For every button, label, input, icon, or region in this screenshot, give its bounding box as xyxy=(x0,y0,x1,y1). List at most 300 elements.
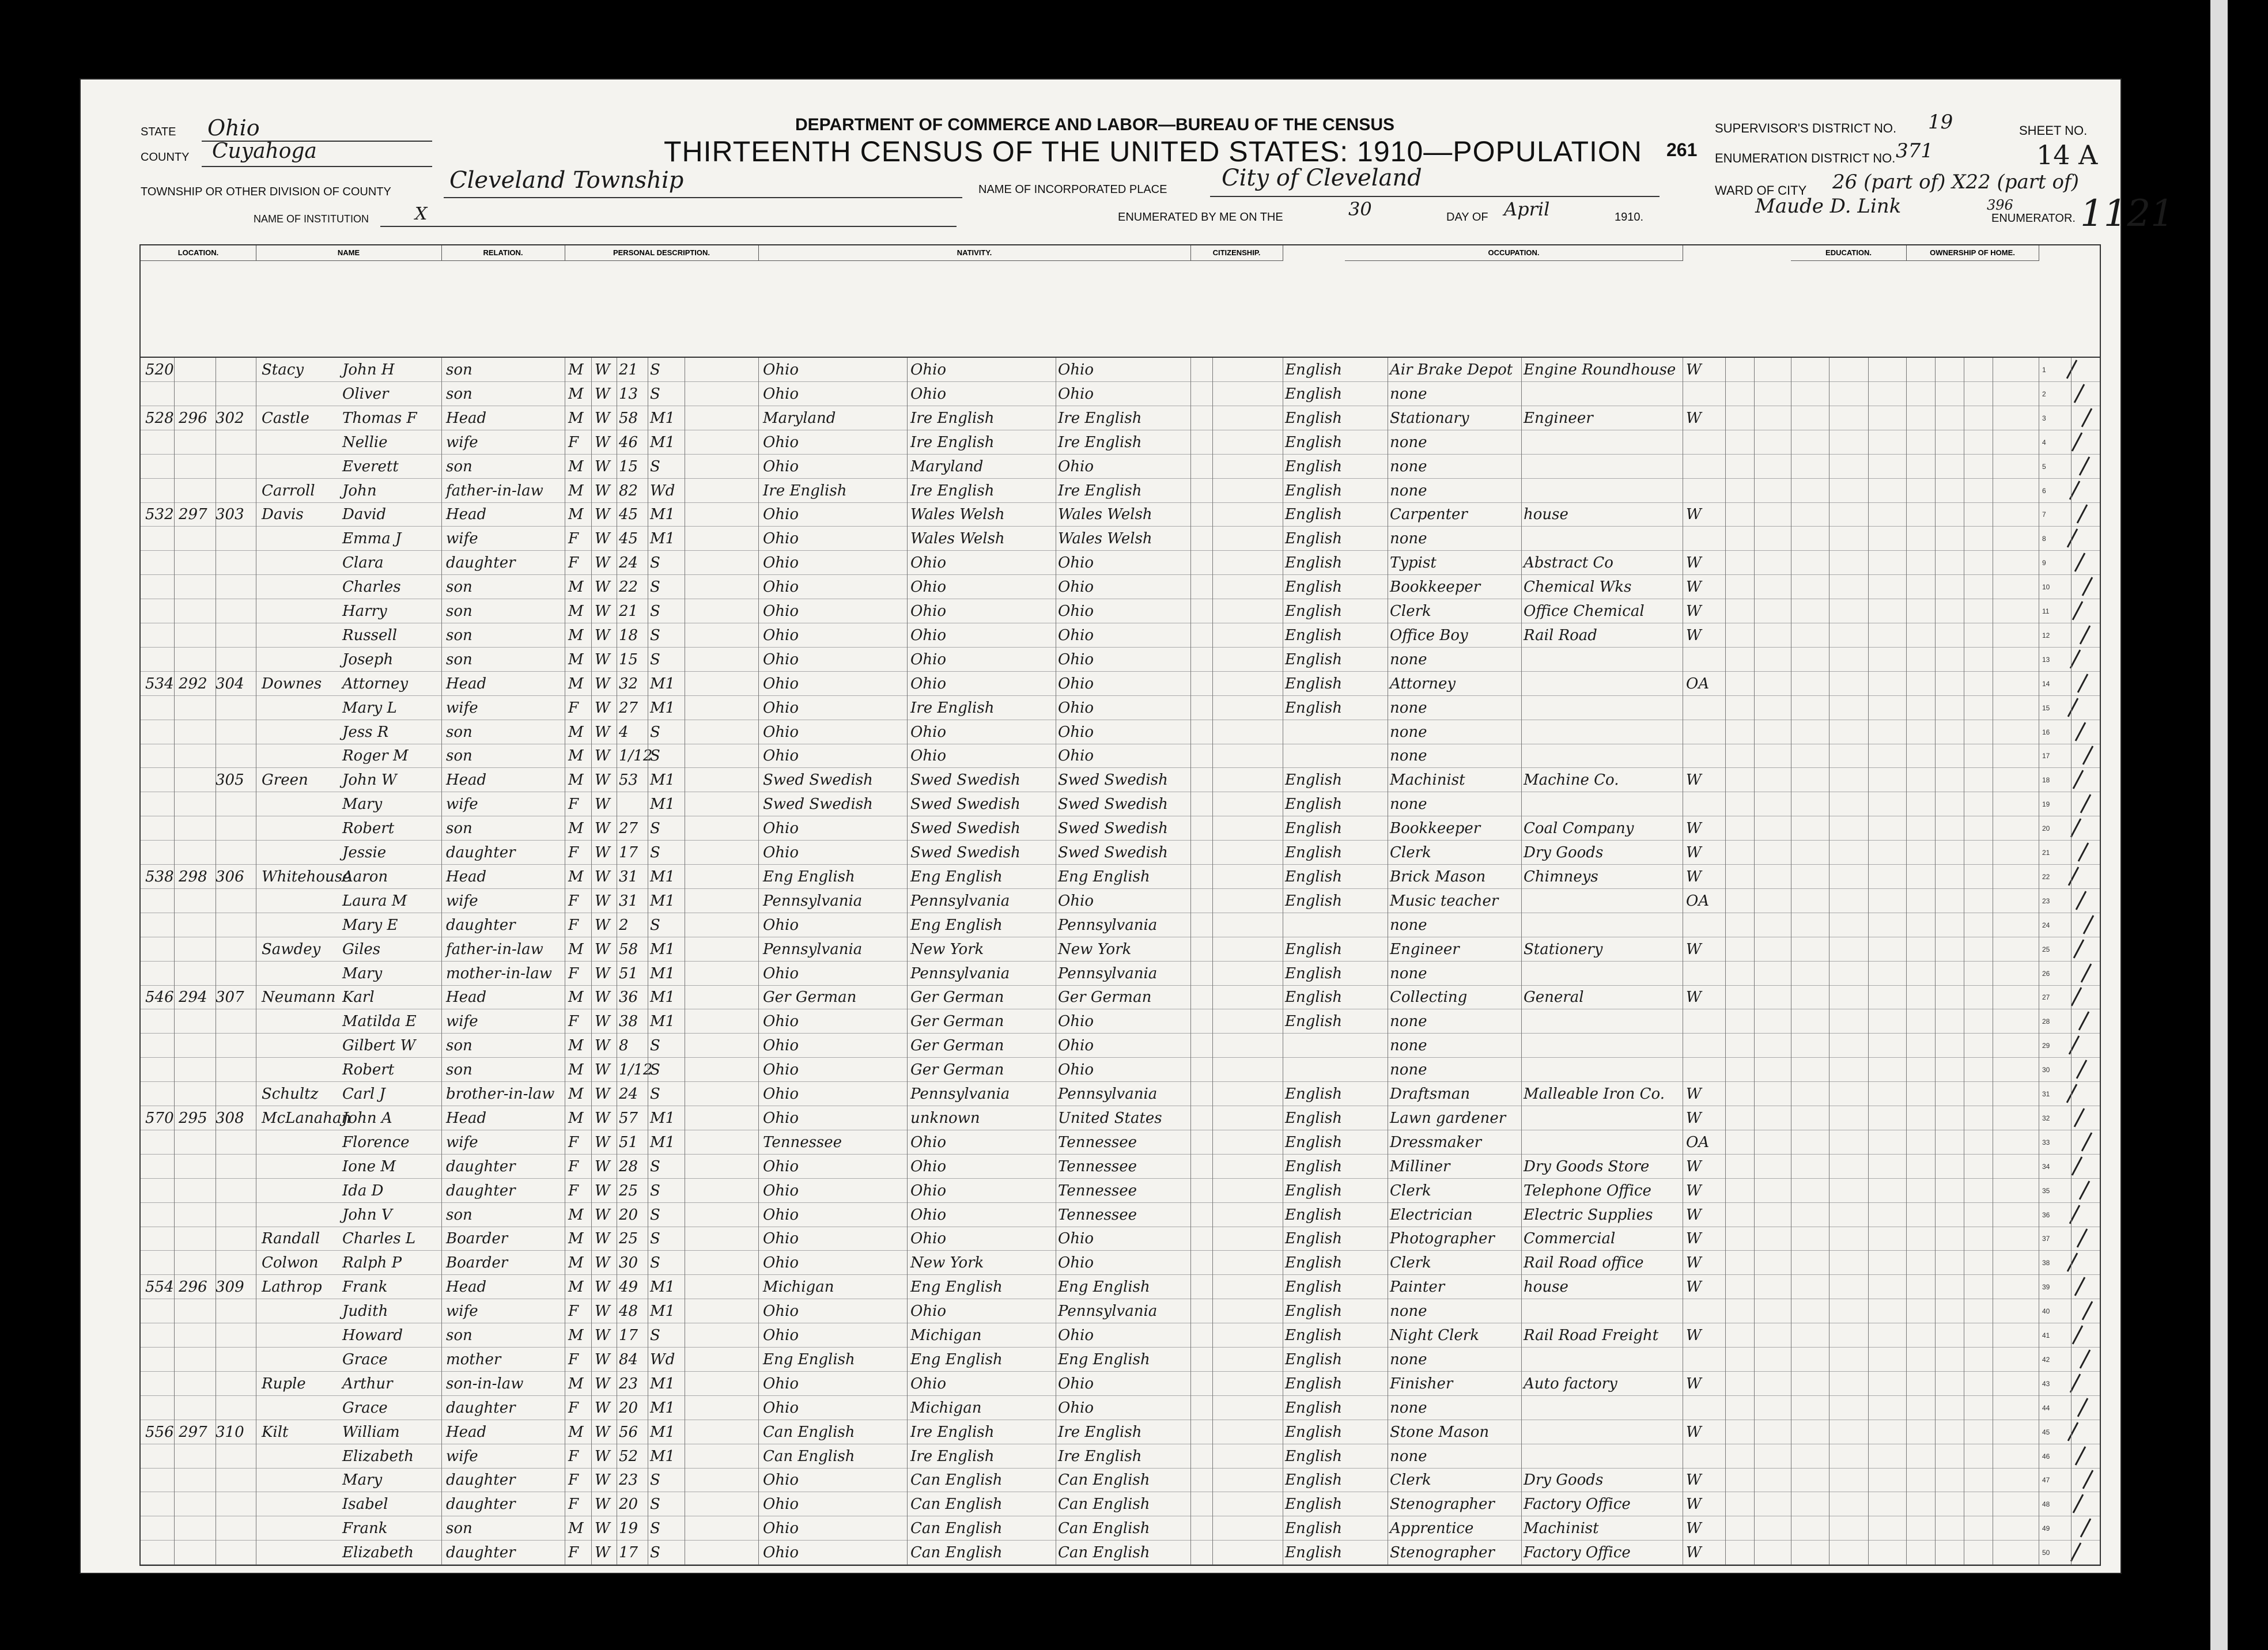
marital-status-cell: M1 xyxy=(650,1013,675,1031)
mother-birthplace-cell: Ohio xyxy=(1058,361,1094,379)
age-cell: 13 xyxy=(619,385,638,403)
sex-cell: M xyxy=(568,361,584,379)
age-cell: 25 xyxy=(619,1230,638,1248)
trade-cell: none xyxy=(1390,1303,1427,1320)
line-number: 33 xyxy=(2042,1138,2050,1146)
language-cell: English xyxy=(1285,1085,1343,1103)
birthplace-cell: Ohio xyxy=(763,1013,799,1031)
birthplace-cell: Maryland xyxy=(763,409,836,427)
birthplace-cell: Ohio xyxy=(763,1182,799,1199)
age-cell: 82 xyxy=(619,482,638,499)
given-name-cell: Gilbert W xyxy=(342,1037,416,1055)
line-number: 29 xyxy=(2042,1042,2050,1050)
marital-status-cell: M1 xyxy=(650,1375,675,1392)
marital-status-cell: S xyxy=(650,1254,660,1272)
relation-cell: daughter xyxy=(446,1399,516,1417)
line-number: 20 xyxy=(2042,824,2050,833)
department-line: DEPARTMENT OF COMMERCE AND LABOR—BUREAU OF THE CENSUS xyxy=(795,115,1394,134)
trade-cell: none xyxy=(1390,1350,1427,1368)
relation-cell: Head xyxy=(446,989,487,1006)
group-occupation: OCCUPATION. xyxy=(1345,245,1683,261)
language-cell: English xyxy=(1285,820,1343,838)
birthplace-cell: Ohio xyxy=(763,747,799,765)
birthplace-cell: Tennessee xyxy=(763,1133,842,1151)
marital-status-cell: S xyxy=(650,1520,660,1538)
surname-cell: Green xyxy=(262,771,308,789)
check-mark xyxy=(2081,963,2092,982)
age-cell: 21 xyxy=(619,361,638,379)
age-cell: 58 xyxy=(619,940,638,958)
language-cell: English xyxy=(1285,964,1343,982)
check-mark xyxy=(2077,673,2089,692)
birthplace-cell: Ohio xyxy=(763,433,799,451)
age-cell: 18 xyxy=(619,626,638,644)
age-cell: 19 xyxy=(619,1520,638,1538)
relation-cell: Head xyxy=(446,409,487,427)
mother-birthplace-cell: Ohio xyxy=(1058,699,1094,717)
check-mark xyxy=(2082,746,2094,765)
line-number: 7 xyxy=(2042,510,2046,519)
age-cell: 4 xyxy=(619,723,629,741)
given-name-cell: Jessie xyxy=(342,844,387,861)
race-cell: W xyxy=(595,1423,610,1441)
check-mark xyxy=(2071,987,2082,1006)
trade-cell: Carpenter xyxy=(1390,506,1468,524)
language-cell: English xyxy=(1285,675,1343,692)
check-mark xyxy=(2073,939,2085,958)
language-cell: English xyxy=(1285,940,1343,958)
street-number-cell: 520 xyxy=(145,361,174,379)
check-mark xyxy=(2076,1059,2088,1078)
line-number: 17 xyxy=(2042,752,2050,760)
race-cell: W xyxy=(595,457,610,475)
mother-birthplace-cell: Tennessee xyxy=(1058,1133,1137,1151)
street-number-cell: 528 xyxy=(145,409,174,427)
language-cell: English xyxy=(1285,1303,1343,1320)
film-edge xyxy=(2210,0,2228,1650)
dwelling-number-cell: 297 xyxy=(179,1423,207,1441)
father-birthplace-cell: Pennsylvania xyxy=(910,1085,1010,1103)
marital-status-cell: M1 xyxy=(650,964,675,982)
language-cell: English xyxy=(1285,1471,1343,1489)
sex-cell: M xyxy=(568,723,584,741)
marital-status-cell: M1 xyxy=(650,940,675,958)
table-row xyxy=(141,599,2100,623)
enumeration-district-value: 371 xyxy=(1896,139,1933,162)
table-row xyxy=(141,1420,2100,1444)
race-cell: W xyxy=(595,868,610,885)
language-cell: English xyxy=(1285,650,1343,668)
birthplace-cell: Ohio xyxy=(763,1085,799,1103)
marital-status-cell: M1 xyxy=(650,796,675,813)
mother-birthplace-cell: Ger German xyxy=(1058,989,1152,1006)
enumerator-name: Maude D. Link xyxy=(1755,195,1902,218)
column-rule xyxy=(1754,358,1755,1565)
marital-status-cell: M1 xyxy=(650,409,675,427)
page-number: 261 xyxy=(1666,139,1698,160)
table-row xyxy=(141,623,2100,648)
trade-cell: Milliner xyxy=(1390,1157,1450,1175)
check-mark xyxy=(2078,1012,2090,1031)
check-mark xyxy=(2067,698,2079,717)
birthplace-cell: Ohio xyxy=(763,723,799,741)
day-of-label: DAY OF xyxy=(1446,211,1488,224)
race-cell: W xyxy=(595,675,610,692)
marital-status-cell: S xyxy=(650,916,660,934)
trade-cell: none xyxy=(1390,650,1427,668)
race-cell: W xyxy=(595,578,610,596)
age-cell: 30 xyxy=(619,1254,638,1272)
column-rule xyxy=(758,358,759,1565)
relation-cell: son xyxy=(446,603,472,620)
line-number: 22 xyxy=(2042,872,2050,881)
marital-status-cell: S xyxy=(650,603,660,620)
birthplace-cell: Ohio xyxy=(763,1303,799,1320)
table-row xyxy=(141,358,2100,382)
column-rule xyxy=(1868,358,1869,1565)
column-rule xyxy=(591,358,592,1565)
relation-cell: daughter xyxy=(446,1157,516,1175)
age-cell: 24 xyxy=(619,1085,638,1103)
sex-cell: M xyxy=(568,409,584,427)
mother-birthplace-cell: Ohio xyxy=(1058,1037,1094,1055)
line-number: 44 xyxy=(2042,1403,2050,1412)
column-rule xyxy=(174,358,175,1565)
age-cell: 2 xyxy=(619,916,629,934)
mother-birthplace-cell: Ohio xyxy=(1058,1375,1094,1392)
check-mark xyxy=(2074,1108,2085,1127)
birthplace-cell: Ohio xyxy=(763,820,799,838)
age-cell: 20 xyxy=(619,1496,638,1513)
birthplace-cell: Ohio xyxy=(763,554,799,572)
marital-status-cell: S xyxy=(650,723,660,741)
industry-cell: Stationery xyxy=(1524,940,1603,958)
employer-status-cell: W xyxy=(1686,1109,1702,1127)
race-cell: W xyxy=(595,916,610,934)
table-row xyxy=(141,841,2100,865)
dwelling-number-cell: 298 xyxy=(179,868,207,885)
check-mark xyxy=(2082,1301,2093,1320)
mother-birthplace-cell: Ohio xyxy=(1058,723,1094,741)
industry-cell: Factory Office xyxy=(1524,1496,1631,1513)
industry-cell: house xyxy=(1524,506,1568,524)
language-cell: English xyxy=(1285,1399,1343,1417)
marital-status-cell: M1 xyxy=(650,699,675,717)
language-cell: English xyxy=(1285,409,1343,427)
table-row xyxy=(141,768,2100,792)
trade-cell: Electrician xyxy=(1390,1206,1473,1224)
sex-cell: F xyxy=(568,530,579,548)
check-mark xyxy=(2081,1132,2093,1151)
race-cell: W xyxy=(595,433,610,451)
race-cell: W xyxy=(595,1496,610,1513)
employer-status-cell: W xyxy=(1686,1085,1702,1103)
sex-cell: M xyxy=(568,747,584,765)
father-birthplace-cell: Ohio xyxy=(910,626,947,644)
check-mark xyxy=(2081,408,2093,427)
trade-cell: Stone Mason xyxy=(1390,1423,1490,1441)
corner-handwritten-mark: 1121 xyxy=(2080,192,2174,235)
sex-cell: M xyxy=(568,868,584,885)
race-cell: W xyxy=(595,1230,610,1248)
father-birthplace-cell: Maryland xyxy=(910,457,984,475)
relation-cell: son xyxy=(446,361,472,379)
language-cell: English xyxy=(1285,1496,1343,1513)
trade-cell: none xyxy=(1390,457,1427,475)
language-cell: English xyxy=(1285,457,1343,475)
given-name-cell: Isabel xyxy=(342,1496,388,1513)
birthplace-cell: Ohio xyxy=(763,626,799,644)
mother-birthplace-cell: Ohio xyxy=(1058,747,1094,765)
mother-birthplace-cell: Tennessee xyxy=(1058,1182,1137,1199)
given-name-cell: John V xyxy=(342,1206,392,1224)
marital-status-cell: S xyxy=(650,1496,660,1513)
sex-cell: F xyxy=(568,916,579,934)
race-cell: W xyxy=(595,964,610,982)
mother-birthplace-cell: Pennsylvania xyxy=(1058,964,1158,982)
check-mark xyxy=(2076,891,2087,910)
marital-status-cell: S xyxy=(650,1327,660,1344)
age-cell: 52 xyxy=(619,1447,638,1465)
mother-birthplace-cell: Can English xyxy=(1058,1496,1150,1513)
given-name-cell: John A xyxy=(342,1109,392,1127)
check-mark xyxy=(2070,1542,2082,1561)
father-birthplace-cell: Ger German xyxy=(910,1037,1004,1055)
industry-cell: Auto factory xyxy=(1524,1375,1617,1392)
given-name-cell: Mary xyxy=(342,796,383,813)
line-number: 39 xyxy=(2042,1283,2050,1292)
marital-status-cell: S xyxy=(650,578,660,596)
race-cell: W xyxy=(595,530,610,548)
check-mark xyxy=(2077,1398,2089,1417)
age-cell: 56 xyxy=(619,1423,638,1441)
relation-cell: son xyxy=(446,1037,472,1055)
surname-cell: Davis xyxy=(262,506,304,524)
race-cell: W xyxy=(595,1037,610,1055)
father-birthplace-cell: Ger German xyxy=(910,1013,1004,1031)
race-cell: W xyxy=(595,1544,610,1562)
line-number: 43 xyxy=(2042,1379,2050,1388)
column-rule xyxy=(1212,358,1213,1565)
industry-cell: Factory Office xyxy=(1524,1544,1631,1562)
check-mark xyxy=(2083,915,2095,934)
supervisor-label: SUPERVISOR'S DISTRICT NO. xyxy=(1715,121,1897,135)
check-mark xyxy=(2067,529,2078,548)
table-row xyxy=(141,1372,2100,1396)
check-mark xyxy=(2074,384,2085,403)
language-cell: English xyxy=(1285,1013,1343,1031)
birthplace-cell: Ohio xyxy=(763,650,799,668)
table-row xyxy=(141,1396,2100,1420)
sheet-value: 14 A xyxy=(2036,139,2098,171)
trade-cell: Office Boy xyxy=(1390,626,1468,644)
mother-birthplace-cell: Pennsylvania xyxy=(1058,916,1158,934)
line-number: 46 xyxy=(2042,1452,2050,1460)
father-birthplace-cell: Ohio xyxy=(910,1230,947,1248)
mother-birthplace-cell: Ohio xyxy=(1058,1230,1094,1248)
given-name-cell: Thomas F xyxy=(342,409,417,427)
street-number-cell: 546 xyxy=(145,989,174,1006)
age-cell: 1/12 xyxy=(619,1061,653,1079)
father-birthplace-cell: Michigan xyxy=(910,1399,982,1417)
age-cell: 32 xyxy=(619,675,638,692)
birthplace-cell: Pennsylvania xyxy=(763,892,863,910)
line-number: 13 xyxy=(2042,655,2050,664)
check-mark xyxy=(2077,505,2088,524)
employer-status-cell: W xyxy=(1686,989,1702,1006)
sex-cell: M xyxy=(568,1061,584,1079)
language-cell: English xyxy=(1285,1133,1343,1151)
trade-cell: Typist xyxy=(1390,554,1437,572)
ward-extra-number: 396 xyxy=(1987,197,2013,213)
trade-cell: Brick Mason xyxy=(1390,868,1486,885)
sex-cell: F xyxy=(568,1399,579,1417)
employer-status-cell: W xyxy=(1686,1520,1702,1538)
state-value: Ohio xyxy=(207,115,260,141)
father-birthplace-cell: Michigan xyxy=(910,1327,982,1344)
industry-cell: Rail Road office xyxy=(1524,1254,1644,1272)
trade-cell: Painter xyxy=(1390,1278,1445,1296)
line-number: 49 xyxy=(2042,1524,2050,1533)
trade-cell: Finisher xyxy=(1390,1375,1453,1392)
mother-birthplace-cell: Tennessee xyxy=(1058,1157,1137,1175)
birthplace-cell: Ohio xyxy=(763,1061,799,1079)
birthplace-cell: Ohio xyxy=(763,1399,799,1417)
father-birthplace-cell: Can English xyxy=(910,1544,1003,1562)
sex-cell: F xyxy=(568,699,579,717)
language-cell: English xyxy=(1285,1544,1343,1562)
line-number: 48 xyxy=(2042,1500,2050,1509)
employer-status-cell: W xyxy=(1686,940,1702,958)
race-cell: W xyxy=(595,603,610,620)
line-number: 45 xyxy=(2042,1428,2050,1436)
relation-cell: Head xyxy=(446,868,487,885)
marital-status-cell: S xyxy=(650,1037,660,1055)
father-birthplace-cell: Ohio xyxy=(910,385,947,403)
marital-status-cell: S xyxy=(650,385,660,403)
enumeration-month: April xyxy=(1504,198,1550,220)
age-cell: 51 xyxy=(619,964,638,982)
given-name-cell: Robert xyxy=(342,1061,395,1079)
language-cell: English xyxy=(1285,1157,1343,1175)
father-birthplace-cell: Eng English xyxy=(910,916,1003,934)
table-row xyxy=(141,1299,2100,1323)
language-cell: English xyxy=(1285,1447,1343,1465)
group-relation: RELATION. xyxy=(441,245,565,261)
line-number: 9 xyxy=(2042,559,2046,567)
mother-birthplace-cell: Ohio xyxy=(1058,603,1094,620)
table-row xyxy=(141,1058,2100,1082)
given-name-cell: Ida D xyxy=(342,1182,384,1199)
age-cell: 21 xyxy=(619,603,638,620)
language-cell: English xyxy=(1285,699,1343,717)
birthplace-cell: Ohio xyxy=(763,1037,799,1055)
birthplace-cell: Ire English xyxy=(763,482,847,499)
sex-cell: M xyxy=(568,989,584,1006)
trade-cell: Machinist xyxy=(1390,771,1465,789)
sex-cell: M xyxy=(568,1109,584,1127)
race-cell: W xyxy=(595,1254,610,1272)
given-name-cell: Carl J xyxy=(342,1085,385,1103)
line-number: 3 xyxy=(2042,414,2046,422)
relation-cell: Head xyxy=(446,506,487,524)
father-birthplace-cell: Swed Swedish xyxy=(910,771,1020,789)
trade-cell: Apprentice xyxy=(1390,1520,1474,1538)
trade-cell: Stenographer xyxy=(1390,1544,1495,1562)
line-number: 35 xyxy=(2042,1186,2050,1195)
line-number: 19 xyxy=(2042,800,2050,809)
given-name-cell: John H xyxy=(342,361,395,379)
table-row xyxy=(141,1492,2100,1516)
line-number: 37 xyxy=(2042,1235,2050,1243)
father-birthplace-cell: Ire English xyxy=(910,433,995,451)
check-mark xyxy=(2078,842,2089,861)
sex-cell: M xyxy=(568,603,584,620)
relation-cell: Head xyxy=(446,771,487,789)
enumeration-district-label: ENUMERATION DISTRICT NO. xyxy=(1715,151,1896,165)
mother-birthplace-cell: Ire English xyxy=(1058,409,1142,427)
age-cell: 46 xyxy=(619,433,638,451)
industry-cell: Telephone Office xyxy=(1524,1182,1651,1199)
employer-status-cell: W xyxy=(1686,578,1702,596)
check-mark xyxy=(2070,818,2082,837)
line-number: 28 xyxy=(2042,1017,2050,1026)
relation-cell: son xyxy=(446,747,472,765)
language-cell: English xyxy=(1285,603,1343,620)
race-cell: W xyxy=(595,626,610,644)
group-personal-description: PERSONAL DESCRIPTION. xyxy=(565,245,759,261)
age-cell: 45 xyxy=(619,506,638,524)
state-label: STATE xyxy=(141,126,176,138)
marital-status-cell: M1 xyxy=(650,530,675,548)
industry-cell: Office Chemical xyxy=(1524,603,1645,620)
language-cell: English xyxy=(1285,1423,1343,1441)
given-name-cell: Roger M xyxy=(342,747,409,765)
table-row xyxy=(141,1155,2100,1179)
race-cell: W xyxy=(595,1206,610,1224)
surname-cell: Randall xyxy=(262,1230,320,1248)
table-row xyxy=(141,1034,2100,1058)
relation-cell: father-in-law xyxy=(446,940,543,958)
birthplace-cell: Ohio xyxy=(763,1327,799,1344)
age-cell: 25 xyxy=(619,1182,638,1199)
mother-birthplace-cell: Pennsylvania xyxy=(1058,1085,1158,1103)
relation-cell: son xyxy=(446,385,472,403)
line-number: 6 xyxy=(2042,486,2046,495)
relation-cell: father-in-law xyxy=(446,482,543,499)
father-birthplace-cell: Ire English xyxy=(910,482,995,499)
race-cell: W xyxy=(595,650,610,668)
trade-cell: Music teacher xyxy=(1390,892,1499,910)
place-label: NAME OF INCORPORATED PLACE xyxy=(978,183,1167,196)
given-name-cell: Robert xyxy=(342,820,395,838)
column-rule xyxy=(1935,358,1936,1565)
mother-birthplace-cell: Ohio xyxy=(1058,1013,1094,1031)
mother-birthplace-cell: Ire English xyxy=(1058,433,1142,451)
marital-status-cell: M1 xyxy=(650,433,675,451)
employer-status-cell: W xyxy=(1686,1230,1702,1248)
given-name-cell: Grace xyxy=(342,1399,388,1417)
trade-cell: Clerk xyxy=(1390,1471,1431,1489)
language-cell: English xyxy=(1285,506,1343,524)
relation-cell: wife xyxy=(446,892,478,910)
line-number: 34 xyxy=(2042,1162,2050,1171)
table-row xyxy=(141,937,2100,962)
birthplace-cell: Ohio xyxy=(763,1520,799,1538)
given-name-cell: Ione M xyxy=(342,1157,396,1175)
census-year: 1910. xyxy=(1615,211,1644,224)
age-cell: 36 xyxy=(619,989,638,1006)
